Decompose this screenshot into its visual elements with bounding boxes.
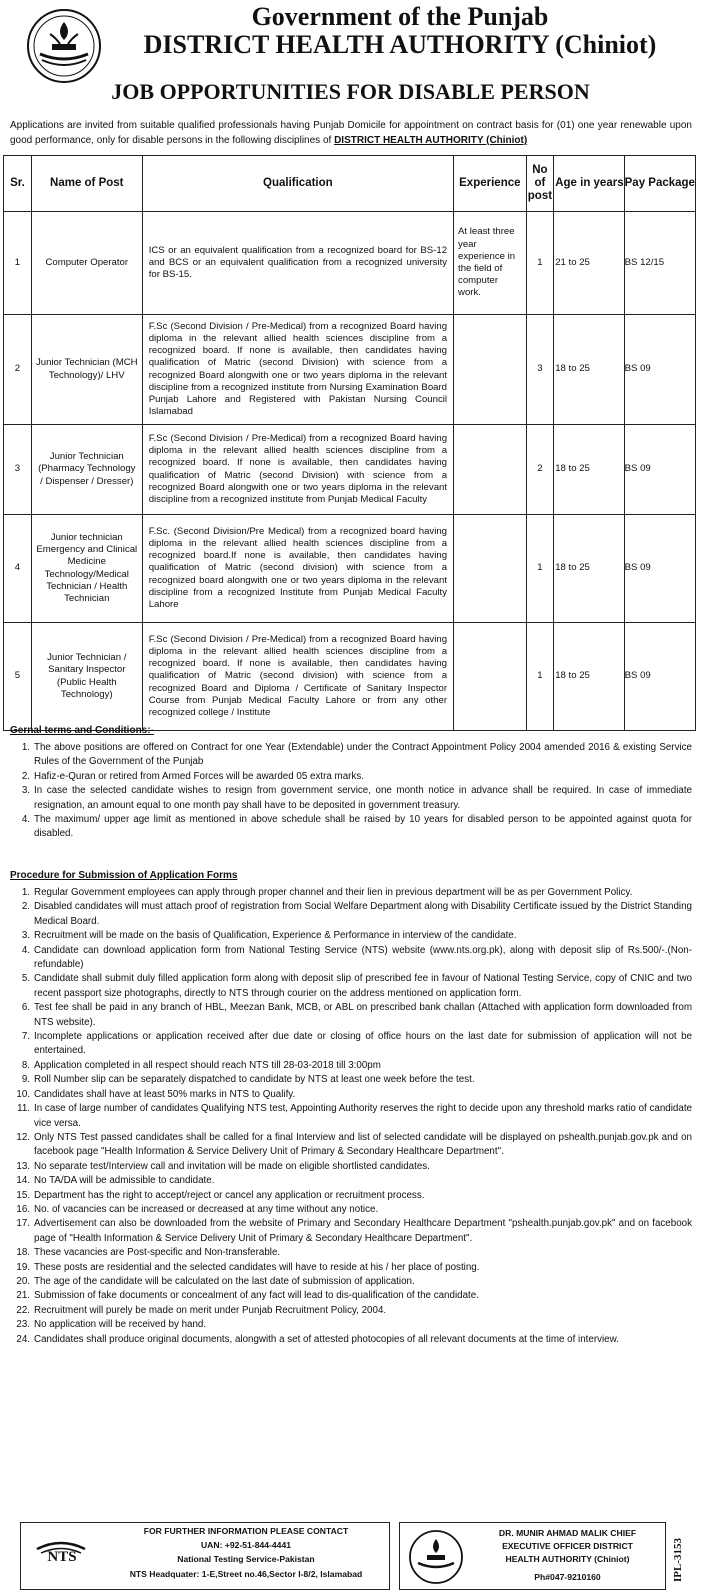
list-item-text: No application will be received by hand. <box>34 1319 207 1331</box>
cell-sr: 1 <box>4 212 32 315</box>
list-item-text: The above positions are offered on Contract for one Year (Extendable) under the Contract Appointment Policy 2004 amended 2016 & existing Service Rules of the Government of the Punjab <box>34 742 692 768</box>
footer-nts-address: NTS Headquater: 1-E,Street no.46,Sector I-8/2, Islamabad <box>129 1569 363 1579</box>
list-item-text: Candidate can download application form from National Testing Service (NTS) website (www.nts.org.pk), along with deposit slip of Rs.500/-.(Non-refundable) <box>34 944 692 971</box>
list-item-number: 5. <box>21 973 30 985</box>
cell-name: Junior Technician / Sanitary Inspector (Public Health Technology) <box>31 623 142 731</box>
cell-experience <box>454 515 527 623</box>
footer-contact-box <box>20 1522 390 1590</box>
list-item-number: 8. <box>21 1059 30 1071</box>
list-item <box>10 1217 692 1246</box>
header-experience: Experience <box>454 156 527 212</box>
list-item <box>10 1275 692 1289</box>
intro-text: Applications are invited from suitable qualified professionals having Punjab Domicile for appointment on contract basis for (01) one year renewable upon good performance, only for disable persons in the following disciplines of <box>10 120 692 146</box>
list-item <box>10 1203 692 1217</box>
cell-posts: 1 <box>526 623 554 731</box>
header-government-title: Government of the Punjab <box>251 2 549 31</box>
footer-officer-box <box>399 1522 666 1590</box>
list-item <box>10 1189 692 1203</box>
list-item-number: 3. <box>21 930 30 942</box>
cell-age: 21 to 25 <box>554 212 624 315</box>
list-item-text: Regular Government employees can apply through proper channel and their lien in previous department will be as per Government Policy. <box>34 887 633 898</box>
cell-pay: BS 12/15 <box>624 212 695 315</box>
list-item-number: 4. <box>21 944 30 956</box>
cell-experience <box>454 425 527 515</box>
cell-qualification: ICS or an equivalent qualification from a recognized board for BS-12 and BCS or an equivalent qualification from a recognized university for BS-15. <box>142 212 453 315</box>
table-row <box>4 315 696 425</box>
cell-sr: 2 <box>4 315 32 425</box>
list-item <box>10 1304 692 1318</box>
cell-age: 18 to 25 <box>554 425 624 515</box>
cell-age: 18 to 25 <box>554 515 624 623</box>
cell-pay: BS 09 <box>624 315 695 425</box>
list-item-text: Application completed in all respect should reach NTS till 28-03-2018 till 3:00pm <box>34 1059 381 1071</box>
list-item <box>10 900 692 929</box>
table-row <box>4 623 696 731</box>
list-item-text: Recruitment will purely be made on merit under Punjab Recruitment Policy, 2004. <box>34 1304 387 1316</box>
list-item-text: Candidates shall produce original documents, alongwith a set of attested photocopies of all relevant documents at the time of interview. <box>34 1333 619 1345</box>
footer-nts-name: National Testing Service-Pakistan <box>177 1554 315 1564</box>
cell-posts: 1 <box>526 212 554 315</box>
footer-uan: UAN: +92-51-844-4441 <box>200 1540 292 1550</box>
cell-name: Computer Operator <box>31 212 142 315</box>
list-item-number: 23. <box>16 1319 30 1331</box>
list-item-text: Roll Number slip can be separately dispatched to candidate by NTS at least one week before the test. <box>34 1074 475 1086</box>
cell-pay: BS 09 <box>624 515 695 623</box>
list-item-number: 7. <box>21 1031 30 1043</box>
list-item <box>10 1059 692 1073</box>
list-item-number: 13. <box>16 1160 30 1172</box>
footer-officer-line1: DR. MUNIR AHMAD MALIK CHIEF <box>498 1528 637 1538</box>
cell-experience <box>454 315 527 425</box>
header-no-of-post: No of post <box>526 156 554 212</box>
header <box>0 0 701 112</box>
list-item-text: Submission of fake documents or concealment of any fact will lead to dis-qualification of the candidate. <box>34 1290 479 1302</box>
list-item-text: The maximum/ upper age limit as mentioned in above schedule shall be raised by 10 years for disabled person to be appointed against quota for disabled. <box>34 814 692 840</box>
procedure-title: Procedure for Submission of Application Forms <box>10 870 238 881</box>
header-name-of-post: Name of Post <box>31 156 142 212</box>
posts-table <box>3 155 696 731</box>
list-item <box>10 1131 692 1160</box>
list-item-number: 14. <box>16 1175 30 1187</box>
list-item-number: 19. <box>16 1261 30 1273</box>
cell-qualification: F.Sc (Second Division / Pre-Medical) from a recognized Board having diploma in the relevant allied health sciences discipline from a recognized board. If none is available, then candidates having qualification of Matric (second Division) with science from a recognized Board alongwith one or two years diploma in the relevant discipline from a recognized institute from Nursing Examination Board Punjab Lahore and Registered with Pakistan Nursing Council Islamabad <box>142 315 453 425</box>
ipl-code <box>670 1510 694 1584</box>
list-item-number: 2. <box>21 901 30 913</box>
cell-sr: 5 <box>4 623 32 731</box>
list-item <box>10 1318 692 1332</box>
cell-pay: BS 09 <box>624 623 695 731</box>
list-item-text: These posts are residential and the selected candidates will have to reside at his / her place of posting. <box>34 1261 480 1273</box>
list-item-number: 2. <box>21 770 30 782</box>
list-item-number: 6. <box>21 1002 30 1014</box>
cell-name: Junior Technician (MCH Technology)/ LHV <box>31 315 142 425</box>
list-item-number: 22. <box>16 1304 30 1316</box>
list-item-text: Department has the right to accept/reject or cancel any application or recruitment process. <box>34 1189 425 1201</box>
list-item-text: Only NTS Test passed candidates shall be called for a final Interview and list of selected candidate will be displayed on pshealth.punjab.gov.pk and on facebook page "Health Information & Service Delivery Unit of Primary & Secondary Healthcare Department". <box>34 1131 692 1158</box>
cell-qualification: F.Sc (Second Division / Pre-Medical) from a recognized Board having diploma in the relevant allied health sciences discipline from a recognized board. If none is available, then candidates having qualification of Matric (second division) with science from a recognized Board and Diploma / Certificate of Sanitary Inspector Course from Punjab Medical Faculty Lahore or from any other recognized college / Institute <box>142 623 453 731</box>
list-item <box>10 770 692 784</box>
table-row <box>4 212 696 315</box>
cell-age: 18 to 25 <box>554 623 624 731</box>
list-item <box>10 1289 692 1303</box>
list-item-number: 10. <box>16 1088 30 1100</box>
list-item <box>10 1160 692 1174</box>
cell-posts: 2 <box>526 425 554 515</box>
list-item-text: Candidate shall submit duly filled application form along with deposit slip of prescribed fee in favour of National Testing Service, copy of CNIC and two recent passport size photographs, directly to NTS through courier on the address mentioned on application form. <box>34 973 692 999</box>
list-item-number: 1. <box>21 742 30 753</box>
list-item <box>10 1261 692 1275</box>
cell-qualification: F.Sc (Second Division / Pre-Medical) from a recognized Board having diploma in the relevant allied health sciences discipline from a recognized board. If none is available, then candidates having qualification of Matric (second Division) with science from a recognized Board alongwith one or two years diploma in the relevant discipline from a recognized institute from Punjab Medical Faculty <box>142 425 453 515</box>
list-item-text: These vacancies are Post-specific and Non-transferable. <box>34 1247 281 1259</box>
list-item-number: 16. <box>16 1203 30 1215</box>
list-item-number: 4. <box>21 814 30 826</box>
footer-phone: Ph#047-9210160 <box>534 1572 601 1582</box>
header-authority-title: DISTRICT HEALTH AUTHORITY (Chiniot) <box>143 30 657 59</box>
list-item-text: Recruitment will be made on the basis of Qualification, Experience & Performance in interview of the candidate. <box>34 930 517 942</box>
header-qualification: Qualification <box>142 156 453 212</box>
cell-posts: 3 <box>526 315 554 425</box>
cell-name: Junior Technician (Pharmacy Technology / Dispenser / Dresser) <box>31 425 142 515</box>
list-item-number: 12. <box>16 1131 30 1143</box>
list-item-text: Advertisement can also be downloaded from the website of Primary and Secondary Healthcare Department "pshealth.punjab.gov.pk" and on facebook page of "Health Information & Service Delivery Unit of Primary & Secondary Healthcare Department". <box>34 1218 692 1244</box>
cell-pay: BS 09 <box>624 425 695 515</box>
list-item-text: The age of the candidate will be calculated on the last date of submission of application. <box>34 1275 415 1287</box>
intro-emphasis: DISTRICT HEALTH AUTHORITY (Chiniot) <box>334 135 528 146</box>
list-item <box>10 1088 692 1102</box>
terms-list <box>10 741 692 842</box>
list-item-number: 1. <box>21 887 30 898</box>
cell-name: Junior technician Emergency and Clinical Medicine Technology/Medical Technician / Health Technician <box>31 515 142 623</box>
cell-posts: 1 <box>526 515 554 623</box>
table-row <box>4 515 696 623</box>
footer-officer-line2: EXECUTIVE OFFICER DISTRICT <box>502 1541 633 1551</box>
cell-qualification: F.Sc. (Second Division/Pre Medical) from a recognized board having diploma in the relevant allied health sciences discipline from a recognized board.If none is available, then candidates having qualification of Matric (second division) with science from a recognized board alongwith one or two years diploma in the relevant discipline from a recognized Institute from Punjab Medical Faculty Lahore <box>142 515 453 623</box>
nts-logo-text: NTS <box>47 1549 77 1565</box>
list-item-number: 24. <box>16 1333 30 1345</box>
list-item <box>10 1246 692 1260</box>
list-item <box>10 784 692 813</box>
punjab-government-logo-small <box>408 1529 464 1585</box>
list-item-number: 20. <box>16 1275 30 1287</box>
list-item <box>10 1030 692 1059</box>
list-item-number: 3. <box>21 785 30 797</box>
list-item-text: Disabled candidates will must attach proof of registration from Social Welfare Department along with Disability Certificate issued by the District Standing Medical Board. <box>34 901 692 927</box>
list-item-text: In case the selected candidate wishes to resign from government service, one month notice in advance shall be required. In case of immediate resignation, an amount equal to one month pay shall have to be deposited in government treasury. <box>34 785 692 811</box>
procedure-list <box>10 886 692 1347</box>
list-item-text: Hafiz-e-Quran or retired from Armed Forces will be awarded 05 extra marks. <box>34 770 364 782</box>
cell-sr: 3 <box>4 425 32 515</box>
list-item <box>10 1073 692 1087</box>
list-item-text: No TA/DA will be admissible to candidate. <box>34 1175 215 1187</box>
cell-experience <box>454 623 527 731</box>
list-item-text: No. of vacancies can be increased or decreased at any time without any notice. <box>34 1203 379 1215</box>
list-item <box>10 813 692 842</box>
punjab-government-logo <box>26 8 102 84</box>
list-item-number: 18. <box>16 1247 30 1259</box>
terms-title: Gernal terms and Conditions:- <box>10 725 154 736</box>
table-row <box>4 425 696 515</box>
list-item <box>10 886 692 900</box>
list-item-text: In case of large number of candidates Qualifying NTS test, Appointing Authority reserves the right to decide upon any threshold marks ratio of candidate vice versa. <box>34 1103 692 1129</box>
ipl-code-text: IPL-3153 <box>672 1538 684 1582</box>
cell-sr: 4 <box>4 515 32 623</box>
cell-experience: At least three year experience in the field of computer work. <box>454 212 527 315</box>
header-age: Age in years <box>554 156 624 212</box>
list-item <box>10 741 692 770</box>
list-item-text: No separate test/Interview call and invitation will be made on eligible shortlisted candidates. <box>34 1160 430 1172</box>
header-job-title: JOB OPPORTUNITIES FOR DISABLE PERSON <box>111 79 590 104</box>
list-item-text: Candidates shall have at least 50% marks in NTS to Qualify. <box>34 1088 296 1100</box>
cell-age: 18 to 25 <box>554 315 624 425</box>
list-item-text: Incomplete applications or application received after due date or closing of office hours on the last date for submission of application will not be entertained. <box>34 1031 692 1057</box>
table-header-row <box>4 156 696 212</box>
list-item-text: Test fee shall be paid in any branch of HBL, Meezan Bank, MCB, or ABL on prescribed bank challan (Attached with application form downloaded from NTS website). <box>34 1002 692 1028</box>
list-item-number: 21. <box>16 1290 30 1302</box>
list-item <box>10 944 692 973</box>
list-item <box>10 1001 692 1030</box>
list-item <box>10 929 692 943</box>
header-sr: Sr. <box>4 156 32 212</box>
intro-paragraph <box>10 118 692 148</box>
footer-contact-heading: FOR FURTHER INFORMATION PLEASE CONTACT <box>143 1526 349 1536</box>
footer-officer-line3: HEALTH AUTHORITY (Chiniot) <box>505 1554 630 1564</box>
list-item <box>10 1174 692 1188</box>
list-item-number: 17. <box>16 1218 30 1230</box>
list-item <box>10 972 692 1001</box>
list-item <box>10 1333 692 1347</box>
list-item <box>10 1102 692 1131</box>
list-item-number: 15. <box>16 1189 30 1201</box>
header-pay-package: Pay Package <box>624 156 695 212</box>
list-item-number: 11. <box>17 1103 30 1115</box>
list-item-number: 9. <box>21 1074 30 1086</box>
